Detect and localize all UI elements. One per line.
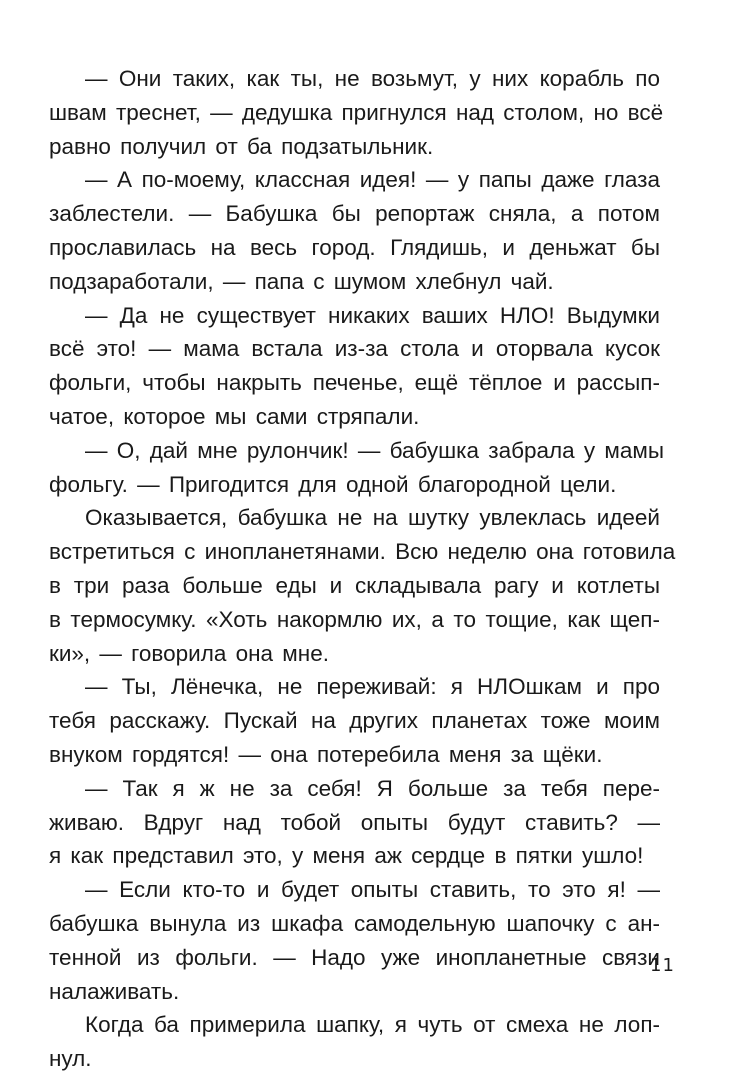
text-line: Когда ба примерила шапку, я чуть от смеха не лоп- xyxy=(85,1012,660,1038)
paragraph-6 xyxy=(49,670,660,771)
text-line: чатое, которое мы сами стряпали. xyxy=(49,403,420,429)
text-line: прославилась на весь город. Глядишь, и деньжат бы xyxy=(49,234,660,260)
text-line: тенной из фольги. — Надо уже инопланетные связи xyxy=(49,944,660,970)
paragraph-7 xyxy=(49,772,660,873)
text-line: налаживать. xyxy=(49,978,180,1004)
page-number: 11 xyxy=(650,955,675,976)
paragraph-9 xyxy=(49,1008,660,1076)
text-line: — А по-моему, классная идея! — у папы даже глаза xyxy=(85,167,660,193)
text-line: Оказывается, бабушка не на шутку увлеклась идеей xyxy=(85,505,660,531)
text-line: фольги, чтобы накрыть печенье, ещё тёплое и рассып- xyxy=(49,370,660,396)
text-line: равно получил от ба подзатыльник. xyxy=(49,133,434,159)
paragraph-5 xyxy=(49,501,676,670)
text-line: ки», — говорила она мне. xyxy=(49,640,329,666)
text-line: подзаработали, — папа с шумом хлебнул чай. xyxy=(49,268,554,294)
text-line: бабушка вынула из шкафа самодельную шапочку с ан- xyxy=(49,910,660,936)
paragraph-4 xyxy=(49,434,665,502)
text-line: — Да не существует никаких ваших НЛО! Выдумки xyxy=(85,302,660,328)
text-line: — Они таких, как ты, не возьмут, у них корабль по xyxy=(85,66,660,91)
paragraph-2 xyxy=(49,163,660,298)
text-line: в термосумку. «Хоть накормлю их, а то тощие, как щеп- xyxy=(49,606,660,632)
text-line: встретиться с инопланетянами. Всю неделю она готовила xyxy=(49,539,676,565)
text-line: всё это! — мама встала из-за стола и оторвала кусок xyxy=(49,336,660,362)
paragraph-8 xyxy=(49,873,660,1008)
text-line: нул. xyxy=(49,1046,92,1072)
text-line: швам треснет, — дедушка пригнулся над столом, но всё xyxy=(49,99,664,125)
paragraph-1 xyxy=(49,62,664,163)
text-line: тебя расскажу. Пускай на других планетах тоже моим xyxy=(49,708,660,734)
text-line: живаю. Вдруг над тобой опыты будут ставить? — xyxy=(49,809,660,835)
text-line: я как представил это, у меня аж сердце в пятки ушло! xyxy=(49,843,644,869)
text-line: заблестели. — Бабушка бы репортаж сняла, а потом xyxy=(49,201,660,227)
text-line: — Так я ж не за себя! Я больше за тебя пере- xyxy=(85,775,660,801)
text-line: внуком гордятся! — она потеребила меня за щёки. xyxy=(49,741,603,767)
text-line: — Ты, Лёнечка, не переживай: я НЛОшкам и про xyxy=(85,674,660,700)
text-line: — Если кто-то и будет опыты ставить, то это я! — xyxy=(85,877,660,903)
text-line: в три раза больше еды и складывала рагу и котлеты xyxy=(49,572,660,598)
paragraph-3 xyxy=(49,299,660,434)
text-line: — О, дай мне рулончик! — бабушка забрала у мамы xyxy=(85,437,665,463)
text-line: фольгу. — Пригодится для одной благородной цели. xyxy=(49,471,617,497)
